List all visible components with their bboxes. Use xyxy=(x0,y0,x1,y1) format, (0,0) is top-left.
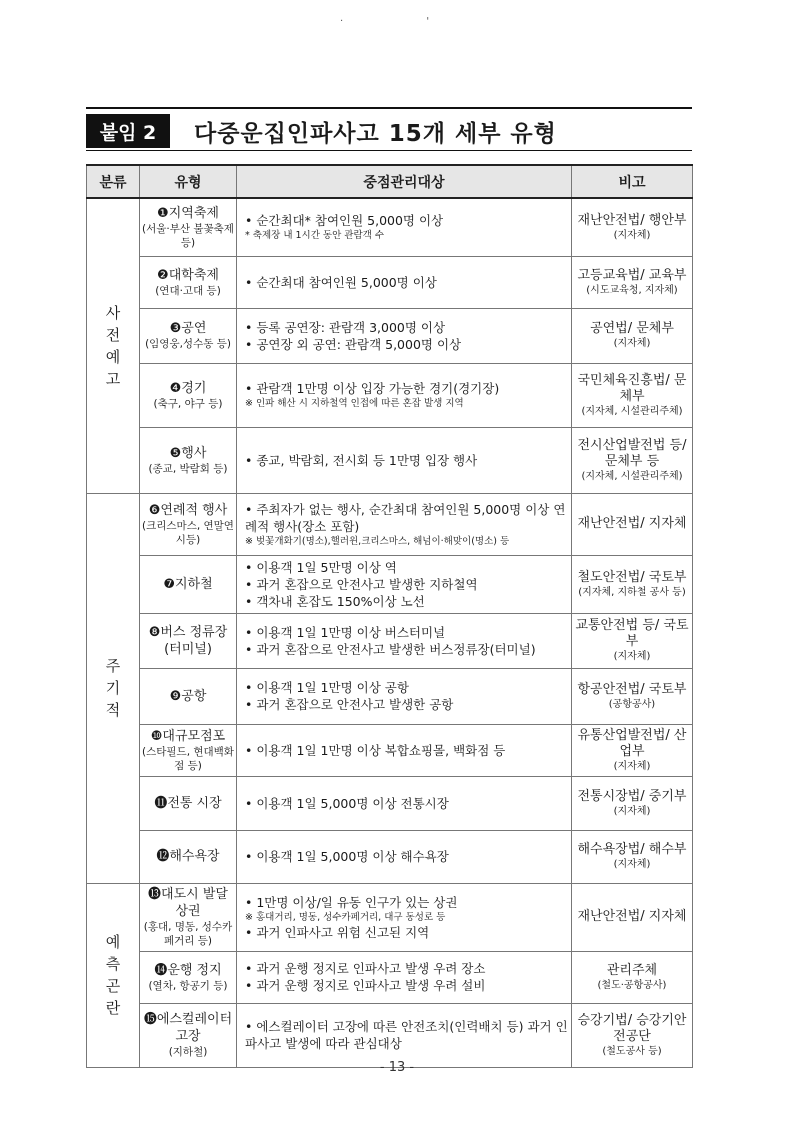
target-note: ※ 홍대거리, 명동, 성수카페거리, 대구 동성로 등 xyxy=(245,911,446,923)
type-cell xyxy=(140,256,237,308)
remark-agency: (철도공사 등) xyxy=(602,1045,662,1057)
type-cell xyxy=(140,613,237,668)
scan-marks: · ' xyxy=(340,16,470,27)
category-cell xyxy=(87,493,140,883)
category-label: 사전 예고 xyxy=(105,303,121,388)
remark-law: 교통안전법 등/ 국토부 xyxy=(575,618,689,649)
target-item: • 이용객 1일 5,000명 이상 해수욕장 xyxy=(245,849,449,864)
type-example: (종교, 박람회 등) xyxy=(148,462,228,475)
type-label: ❸공연 xyxy=(169,321,207,336)
target-cell xyxy=(237,951,572,1003)
type-label: ⓯에스컬레이터 고장 xyxy=(143,1012,233,1044)
type-cell xyxy=(140,198,237,256)
table-row xyxy=(87,198,693,256)
remark-cell xyxy=(572,256,693,308)
type-label: ❹경기 xyxy=(169,380,207,396)
remark-agency: (지자체) xyxy=(613,859,651,870)
target-item: • 객차내 혼잡도 150%이상 노선 xyxy=(245,593,425,609)
remark-agency: (지자체) xyxy=(613,805,651,817)
remark-cell xyxy=(572,668,693,724)
type-label: ❻연례적 행사 xyxy=(148,502,228,518)
remark-cell xyxy=(572,363,693,427)
target-item: • 순간최대* 참여인원 5,000명 이상 xyxy=(245,213,444,229)
type-label: ❼지하철 xyxy=(163,576,213,592)
type-cell xyxy=(140,668,237,724)
table-row xyxy=(87,613,693,668)
target-cell xyxy=(237,724,572,776)
remark-law: 유통산업발전법/ 산업부 xyxy=(577,727,687,759)
target-cell xyxy=(237,883,572,951)
target-cell xyxy=(237,555,572,613)
table-row xyxy=(87,951,693,1003)
target-cell xyxy=(237,363,572,427)
type-example: (서울·부산 불꽃축제 등) xyxy=(142,222,234,249)
category-label: 예측곤란 xyxy=(105,933,121,1017)
type-label: ❾공항 xyxy=(169,688,207,704)
type-example: (크리스마스, 연말연시등) xyxy=(142,519,234,546)
table-row xyxy=(87,830,693,883)
target-cell xyxy=(237,776,572,830)
remark-law: 관리주체 xyxy=(606,962,658,978)
category-label: 주기적 xyxy=(105,657,121,719)
remark-cell xyxy=(572,883,693,951)
remark-agency: (지자체, 지하철 공사 등) xyxy=(578,586,686,598)
remark-agency: (지자체, 시설관리주체) xyxy=(581,470,683,482)
type-example: (연대·고대 등) xyxy=(155,284,221,297)
target-cell xyxy=(237,256,572,308)
remark-law: 해수욕장법/ 해수부 xyxy=(577,842,687,857)
table-row xyxy=(87,1003,693,1067)
table-row xyxy=(87,308,693,363)
type-cell xyxy=(140,1003,237,1067)
remark-cell xyxy=(572,1003,693,1067)
remark-cell xyxy=(572,830,693,883)
title-rule xyxy=(86,150,692,151)
type-label: ⓫전통 시장 xyxy=(154,795,222,811)
type-label: ⓭대도시 발달 상권 xyxy=(148,887,228,919)
remark-cell xyxy=(572,427,693,493)
table-row xyxy=(87,776,693,830)
type-cell xyxy=(140,363,237,427)
header-type: 유형 xyxy=(140,165,237,198)
remark-cell xyxy=(572,776,693,830)
type-cell xyxy=(140,830,237,883)
target-item: • 등록 공연장: 관람객 3,000명 이상 xyxy=(245,319,446,335)
remark-law: 고등교육법/ 교육부 xyxy=(577,267,687,283)
remark-agency: (지자체, 시설관리주체) xyxy=(581,405,683,417)
remark-cell xyxy=(572,951,693,1003)
type-cell xyxy=(140,555,237,613)
remark-agency: (지자체) xyxy=(613,229,651,241)
remark-agency: (지자체) xyxy=(613,651,651,662)
header-target: 중점관리대상 xyxy=(237,165,572,198)
remark-cell xyxy=(572,613,693,668)
target-item: • 과거 운행 정지로 인파사고 발생 우려 장소 xyxy=(245,961,486,976)
remark-agency: (지자체) xyxy=(613,338,651,349)
table-row xyxy=(87,363,693,427)
target-item: • 순간최대 참여인원 5,000명 이상 xyxy=(245,274,437,290)
page-number: - 13 - xyxy=(379,1060,415,1075)
type-label: ⓮운행 정지 xyxy=(154,962,222,978)
target-cell xyxy=(237,1003,572,1067)
remark-law: 재난안전법/ 지자체 xyxy=(577,909,687,924)
target-item: • 1만명 이상/일 유동 인구가 있는 상권 xyxy=(245,894,458,910)
type-label: ❽버스 정류장(터미널) xyxy=(148,624,228,657)
remark-law: 전시산업발전법 등/ 문체부 등 xyxy=(577,437,687,469)
type-label: ❶지역축제 xyxy=(157,205,219,221)
target-item: • 과거 운행 정지로 인파사고 발생 우려 설비 xyxy=(245,978,486,993)
type-cell xyxy=(140,493,237,555)
remark-law: 국민체육진흥법/ 문체부 xyxy=(577,372,687,404)
type-example: (지하철) xyxy=(168,1046,208,1058)
table-row xyxy=(87,555,693,613)
type-example: (임영웅,성수동 등) xyxy=(145,338,231,350)
target-item: • 관람객 1만명 이상 입장 가능한 경기(경기장) xyxy=(245,381,500,396)
table-header-row xyxy=(87,165,693,198)
type-example: (스타필드, 현대백화점 등) xyxy=(142,745,234,772)
target-item: • 이용객 1일 1만명 이상 복합쇼핑몰, 백화점 등 xyxy=(245,742,506,758)
remark-law: 공연법/ 문체부 xyxy=(590,321,674,336)
type-cell xyxy=(140,951,237,1003)
header-category: 분류 xyxy=(87,165,140,198)
target-cell xyxy=(237,613,572,668)
remark-agency: (철도·공항공사) xyxy=(597,979,667,991)
type-cell xyxy=(140,427,237,493)
category-cell xyxy=(87,883,140,1067)
table-row xyxy=(87,668,693,724)
header-remark: 비고 xyxy=(572,165,693,198)
type-example: (축구, 야구 등) xyxy=(153,397,223,410)
target-item: • 이용객 1일 5만명 이상 역 xyxy=(245,559,397,575)
remark-agency: (지자체) xyxy=(613,760,651,772)
table-row xyxy=(87,256,693,308)
target-cell xyxy=(237,427,572,493)
remark-law: 재난안전법/ 행안부 xyxy=(577,212,687,228)
type-cell xyxy=(140,308,237,363)
target-item: • 이용객 1일 5,000명 이상 전통시장 xyxy=(245,795,449,811)
remark-cell xyxy=(572,724,693,776)
table-row xyxy=(87,493,693,555)
target-item: • 종교, 박람회, 전시회 등 1만명 입장 행사 xyxy=(245,452,478,468)
table-row xyxy=(87,883,693,951)
remark-agency: (공항공사) xyxy=(608,698,656,710)
type-cell xyxy=(140,724,237,776)
type-label: ❿대규모점포 xyxy=(150,728,226,744)
type-cell xyxy=(140,776,237,830)
target-cell xyxy=(237,830,572,883)
remark-law: 재난안전법/ 지자체 xyxy=(577,516,687,531)
type-example: (열차, 항공기 등) xyxy=(148,979,228,992)
target-cell xyxy=(237,668,572,724)
remark-law: 승강기법/ 승강기안전공단 xyxy=(577,1012,687,1044)
page-title: 다중운집인파사고 15개 세부 유형 xyxy=(194,120,557,147)
table-row xyxy=(87,724,693,776)
target-item: • 주최자가 없는 행사, 순간최대 참여인원 5,000명 이상 연례적 행사(장소 포함) xyxy=(245,501,566,534)
target-item: • 과거 혼잡으로 안전사고 발생한 지하철역 xyxy=(245,576,478,592)
top-rule xyxy=(86,107,692,109)
crowd-accident-types-table xyxy=(86,164,693,1068)
document-header xyxy=(86,114,692,148)
target-item: • 과거 혼잡으로 안전사고 발생한 버스정류장(터미널) xyxy=(245,641,536,657)
target-note: ※ 인파 해산 시 지하철역 인접에 따른 혼잡 발생 지역 xyxy=(245,398,464,409)
target-item: • 공연장 외 공연: 관람객 5,000명 이상 xyxy=(245,336,462,352)
category-cell xyxy=(87,198,140,493)
remark-law: 항공안전법/ 국토부 xyxy=(577,681,687,697)
remark-law: 철도안전법/ 국토부 xyxy=(577,569,687,585)
target-note: * 축제장 내 1시간 동안 관람객 수 xyxy=(245,230,385,242)
type-label: ❷대학축제 xyxy=(157,267,219,283)
target-note: ※ 벚꽃개화기(명소),핼러윈,크리스마스, 해넘이·해맞이(명소) 등 xyxy=(245,535,510,547)
remark-cell xyxy=(572,555,693,613)
type-label: ⓬해수욕장 xyxy=(156,849,220,864)
target-cell xyxy=(237,308,572,363)
remark-law: 전통시장법/ 중기부 xyxy=(577,788,687,804)
remark-agency: (시도교육청, 지자체) xyxy=(586,284,678,296)
target-cell xyxy=(237,198,572,256)
remark-cell xyxy=(572,198,693,256)
target-cell xyxy=(237,493,572,555)
target-item: • 에스컬레이터 고장에 따른 안전조치(인력배치 등) 과거 인파사고 발생에 따라 관심대상 xyxy=(245,1019,568,1051)
type-cell xyxy=(140,883,237,951)
type-example: (홍대, 명동, 성수카페거리 등) xyxy=(143,921,233,947)
type-label: ❺행사 xyxy=(169,445,207,461)
remark-cell xyxy=(572,493,693,555)
table-row xyxy=(87,427,693,493)
target-item: • 이용객 1일 1만명 이상 공항 xyxy=(245,680,409,695)
target-item: • 과거 혼잡으로 안전사고 발생한 공항 xyxy=(245,697,454,712)
attachment-tag: 붙임 2 xyxy=(86,114,170,148)
remark-cell xyxy=(572,308,693,363)
target-item: • 과거 인파사고 위험 신고된 지역 xyxy=(245,924,430,940)
target-item: • 이용객 1일 1만명 이상 버스터미널 xyxy=(245,624,446,640)
